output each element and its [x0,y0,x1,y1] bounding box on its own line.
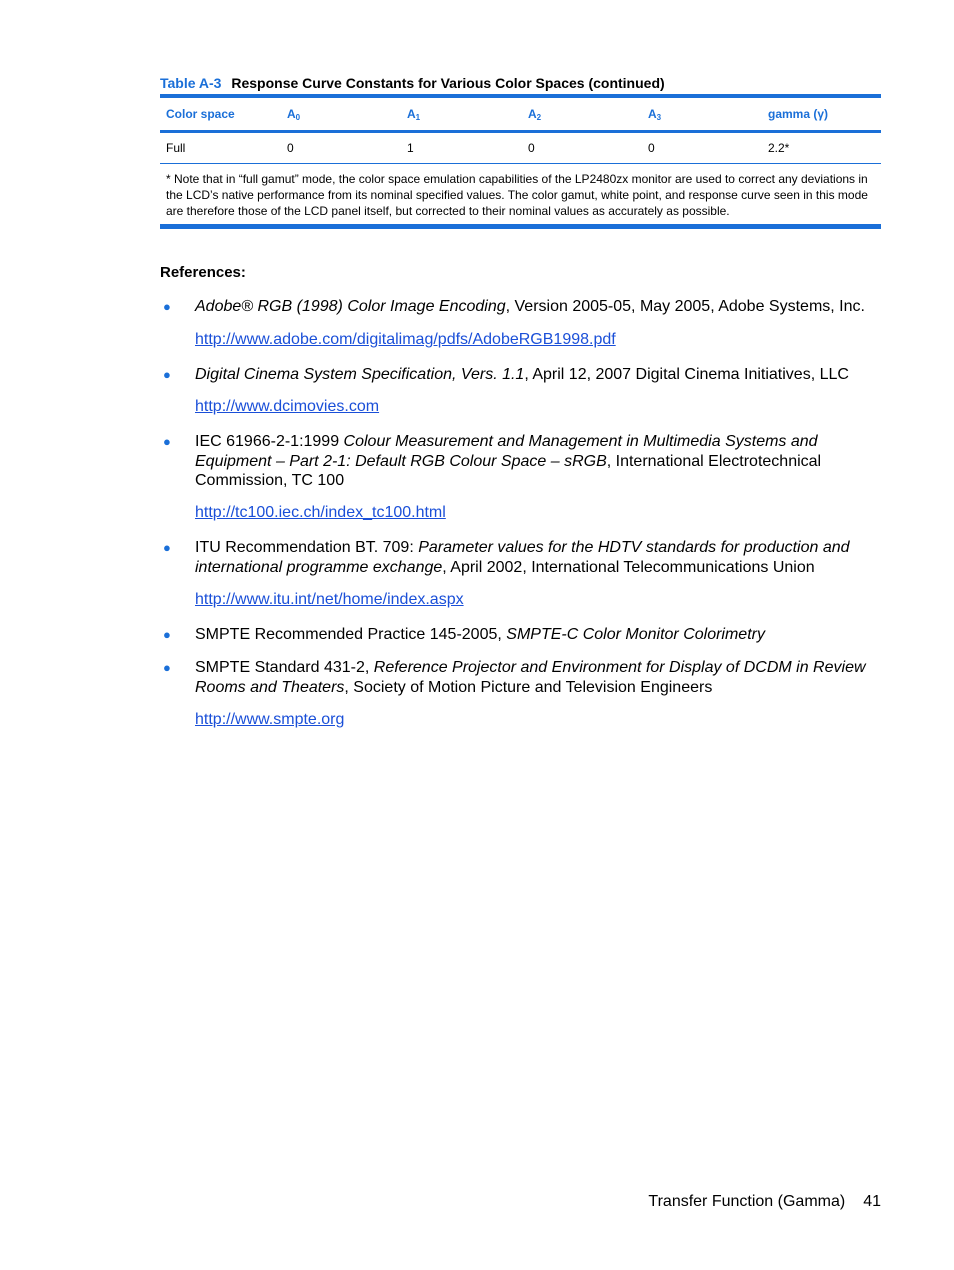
reference-item-iec: ● IEC 61966-2-1:1999 Colour Measurement and Management in Multimedia Systems and Equipment – Part 2-1: Default RGB Colour Space – sRGB, International Electrotechnical Commission, TC 100 [163,433,822,489]
table-number: Table A-3 [160,75,222,91]
reference-link-adobe[interactable]: http://www.adobe.com/digitalimag/pdfs/AdobeRGB1998.pdf [195,331,616,348]
bullet-icon: ● [163,660,171,675]
page-number: 41 [863,1193,881,1210]
table-header-row [160,98,881,130]
reference-link-smpte[interactable]: http://www.smpte.org [195,711,345,728]
table-title: Response Curve Constants for Various Color Spaces (continued) [231,75,665,91]
cell-gamma: 2.2* [768,141,790,155]
table-bottom-rule [160,224,881,229]
header-color-space: Color space [166,107,235,121]
bullet-icon: ● [163,299,171,314]
header-a3: $A_3$ [648,106,662,122]
reference-item-smpte-st: ● SMPTE Standard 431-2, Reference Projector and Environment for Display of DCDM in Review Rooms and Theaters, Society of Motion Picture and Television Engineers [163,659,866,696]
constants-table [160,94,881,229]
header-a0: $A_0$ [287,106,301,122]
bullet-icon: ● [163,434,171,449]
references-heading: References: [160,264,246,281]
header-gamma: gamma (γ) [768,107,829,121]
cell-color-space: Full [166,141,186,155]
page-footer [560,1193,881,1211]
bullet-icon: ● [163,627,171,642]
header-a1: $A_1$ [407,106,421,122]
reference-item-adobe: ● Adobe® RGB (1998) Color Image Encoding, Version 2005-05, May 2005, Adobe Systems, Inc. [163,298,865,315]
table-footnote: * Note that in “full gamut” mode, the color space emulation capabilities of the LP2480zx monitor are used to correct any deviations in the LCD’s native performance from its nominal specified values. The color gamut, white point, and response curve seen in this mode are therefore those of the LCD panel itself, but corrected to their nominal values as accurately as possible. [166,172,868,218]
footer-section-title: Transfer Function (Gamma) [648,1193,846,1210]
bullet-icon: ● [163,540,171,555]
table-caption [160,75,881,91]
reference-item-itu: ● ITU Recommendation BT. 709: Parameter values for the HDTV standards for production and international programme exchange, April 2002, International Telecommunications Union [163,539,850,576]
reference-link-iec[interactable]: http://tc100.iec.ch/index_tc100.html [195,504,446,521]
reference-item-smpte-rp: ● SMPTE Recommended Practice 145-2005, SMPTE-C Color Monitor Colorimetry [163,626,765,643]
header-a2: $A_2$ [528,106,542,122]
cell-a0: 0 [287,141,294,155]
table-row [160,133,881,163]
bullet-icon: ● [163,367,171,382]
cell-a2: 0 [528,141,535,155]
reference-link-dci[interactable]: http://www.dcimovies.com [195,398,380,415]
cell-a1: 1 [407,141,414,155]
reference-link-itu[interactable]: http://www.itu.int/net/home/index.aspx [195,591,464,608]
reference-item-dci: ● Digital Cinema System Specification, Vers. 1.1, April 12, 2007 Digital Cinema Initiatives, LLC [163,366,849,383]
cell-a3: 0 [648,141,655,155]
